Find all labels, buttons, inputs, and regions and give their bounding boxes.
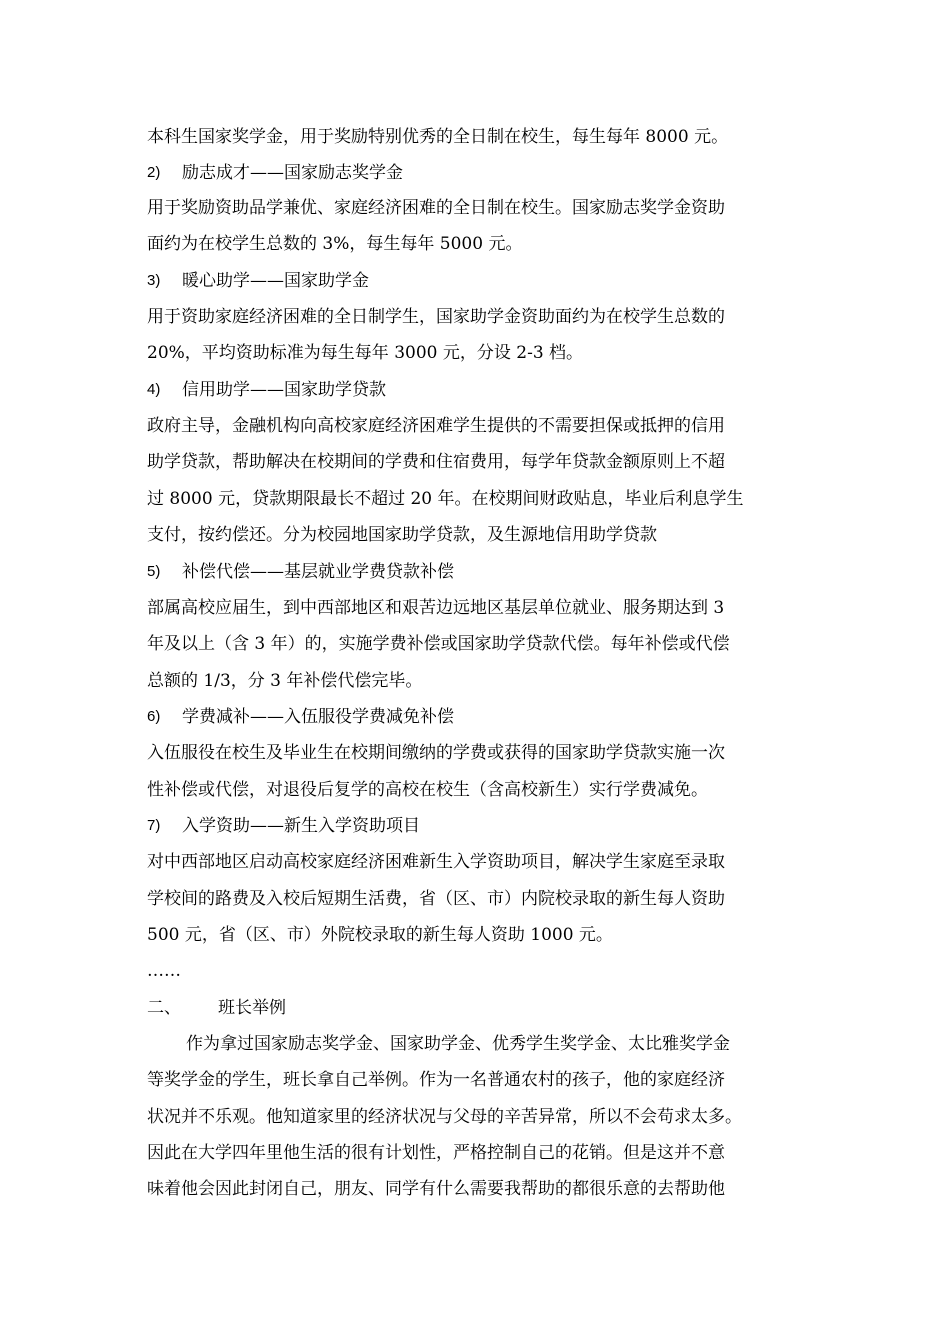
section-heading: 入学资助——新生入学资助项目 <box>182 816 420 836</box>
list-number: 7) <box>147 817 161 834</box>
list-number: 2) <box>147 164 161 181</box>
section-heading: 暖心助学——国家助学金 <box>182 271 369 291</box>
section-number: 二、 <box>147 998 181 1018</box>
paragraph-line: 学校间的路费及入校后短期生活费，省（区、市）内院校录取的新生每人资助 <box>147 889 725 909</box>
paragraph-line: 因此在大学四年里他生活的很有计划性，严格控制自己的花销。但是这并不意 <box>147 1143 725 1163</box>
paragraph-line: 等奖学金的学生，班长拿自己举例。作为一名普通农村的孩子，他的家庭经济 <box>147 1070 725 1090</box>
paragraph-line: 总额的 1/3，分 3 年补偿代偿完毕。 <box>147 671 423 691</box>
ellipsis: …… <box>147 961 181 981</box>
paragraph-line: 性补偿或代偿，对退役后复学的高校在校生（含高校新生）实行学费减免。 <box>147 780 708 800</box>
section-heading: 学费减补——入伍服役学费减免补偿 <box>182 707 454 727</box>
paragraph-line: 用于资助家庭经济困难的全日制学生，国家助学金资助面约为在校学生总数的 <box>147 307 725 327</box>
paragraph-line: 过 8000 元，贷款期限最长不超过 20 年。在校期间财政贴息，毕业后利息学生 <box>147 489 744 509</box>
paragraph-line: 支付，按约偿还。分为校园地国家助学贷款，及生源地信用助学贷款 <box>147 525 657 545</box>
list-number: 4) <box>147 381 161 398</box>
paragraph-line: 入伍服役在校生及毕业生在校期间缴纳的学费或获得的国家助学贷款实施一次 <box>147 743 725 763</box>
paragraph-line: 味着他会因此封闭自己，朋友、同学有什么需要我帮助的都很乐意的去帮助他 <box>147 1179 725 1199</box>
paragraph-line: 年及以上（含 3 年）的，实施学费补偿或国家助学贷款代偿。每年补偿或代偿 <box>147 634 730 654</box>
section-heading: 励志成才——国家励志奖学金 <box>182 163 403 183</box>
paragraph-line: 本科生国家奖学金，用于奖励特别优秀的全日制在校生，每生每年 8000 元。 <box>147 127 729 147</box>
paragraph-line: 面约为在校学生总数的 3%，每生每年 5000 元。 <box>147 234 523 254</box>
paragraph-line: 20%，平均资助标准为每生每年 3000 元，分设 2-3 档。 <box>147 343 584 363</box>
section-heading: 补偿代偿——基层就业学费贷款补偿 <box>182 562 454 582</box>
paragraph-line: 部属高校应届生，到中西部地区和艰苦边远地区基层单位就业、服务期达到 3 <box>147 598 725 618</box>
paragraph-line: 作为拿过国家励志奖学金、国家助学金、优秀学生奖学金、太比雅奖学金 <box>186 1034 730 1054</box>
list-number: 6) <box>147 708 161 725</box>
paragraph-line: 状况并不乐观。他知道家里的经济状况与父母的辛苦异常，所以不会苟求太多。 <box>147 1107 742 1127</box>
list-number: 3) <box>147 272 161 289</box>
section-heading: 信用助学——国家助学贷款 <box>182 380 386 400</box>
paragraph-line: 500 元，省（区、市）外院校录取的新生每人资助 1000 元。 <box>147 925 613 945</box>
paragraph-line: 政府主导，金融机构向高校家庭经济困难学生提供的不需要担保或抵押的信用 <box>147 416 725 436</box>
section-heading: 班长举例 <box>218 998 286 1018</box>
paragraph-line: 对中西部地区启动高校家庭经济困难新生入学资助项目，解决学生家庭至录取 <box>147 852 725 872</box>
paragraph-line: 用于奖励资助品学兼优、家庭经济困难的全日制在校生。国家励志奖学金资助 <box>147 198 725 218</box>
paragraph-line: 助学贷款，帮助解决在校期间的学费和住宿费用，每学年贷款金额原则上不超 <box>147 452 725 472</box>
list-number: 5) <box>147 563 161 580</box>
